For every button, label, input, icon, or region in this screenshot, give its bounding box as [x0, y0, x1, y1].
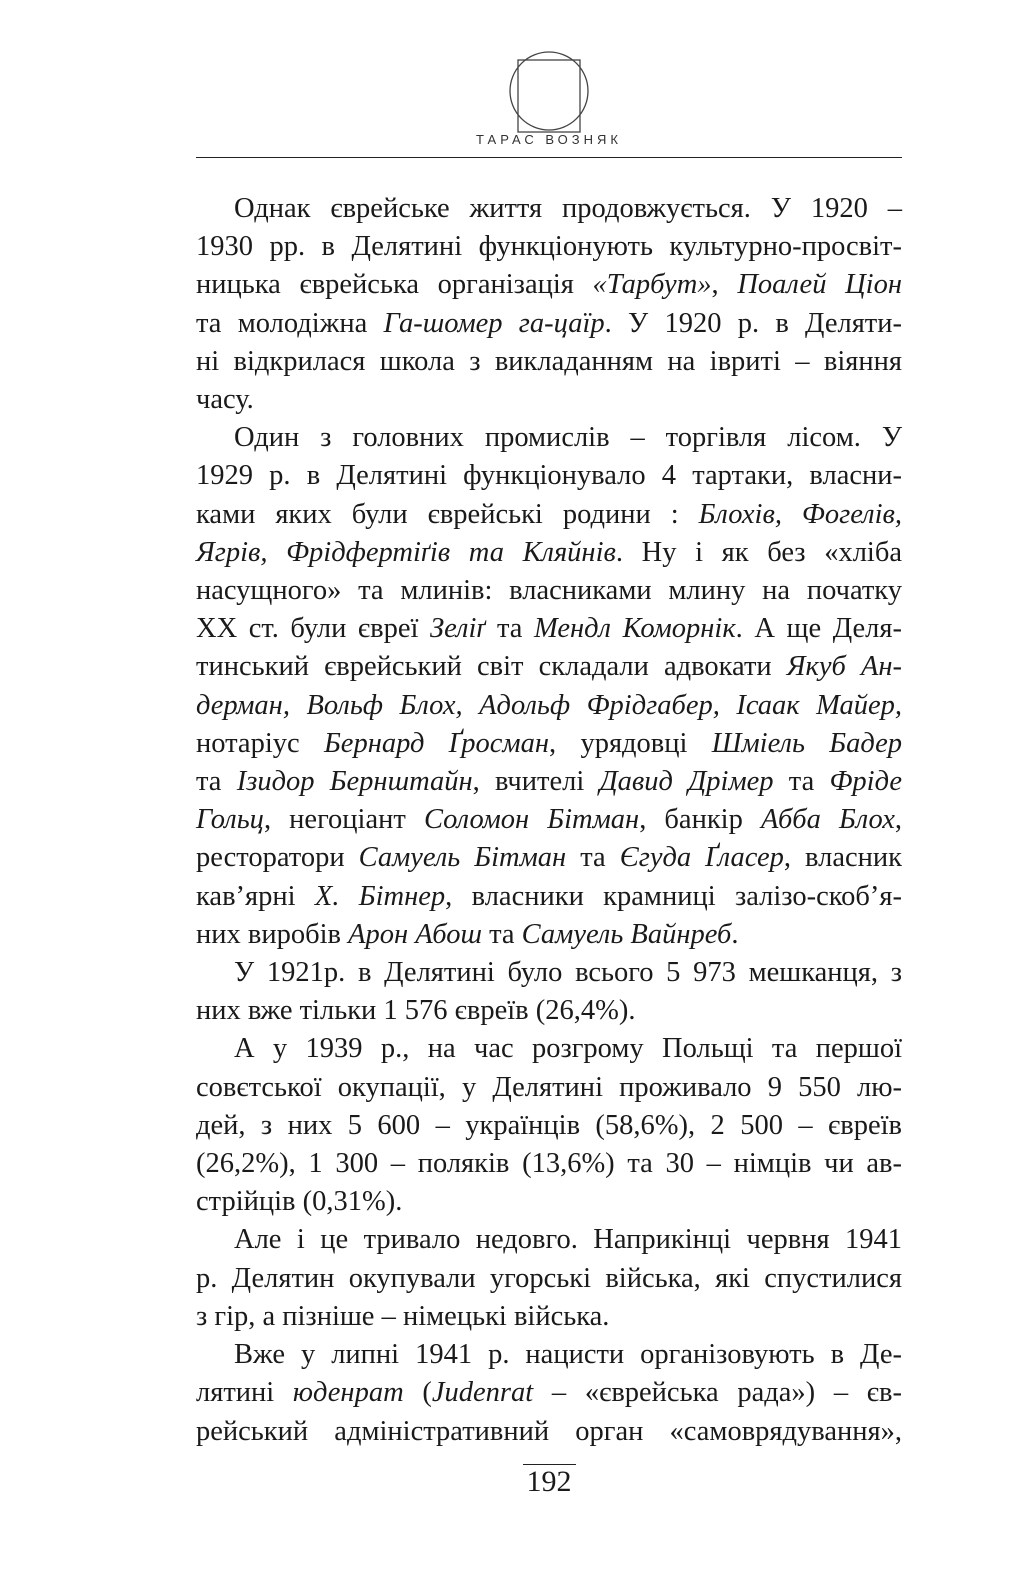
text-run: тинський єврейський світ складали адвокати [196, 651, 787, 683]
text-run: А у 1939 р., на час розгрому Польщі та першої [234, 1033, 902, 1065]
italic-text: Абба Блох [760, 804, 895, 836]
text-run: . А ще Деля- [735, 613, 902, 645]
text-line [196, 610, 902, 648]
text-run: них вже тільки 1 576 євреїв (26,4%). [196, 995, 636, 1027]
text-line [196, 839, 902, 877]
text-run: та [196, 766, 237, 798]
text-run: Вже у липні 1941 р. нацисти організовують в Де- [234, 1339, 902, 1371]
text-run: совєтської окупації, у Делятині проживало 9 550 лю- [196, 1071, 902, 1103]
page-number-value: 192 [523, 1464, 576, 1498]
text-run: та [485, 613, 535, 645]
italic-text: Поалей Ціон [737, 269, 902, 301]
italic-text: Ізидор Бернштайн [236, 766, 473, 798]
italic-text: Бернард Ґросман [323, 727, 549, 759]
text-line [196, 916, 902, 954]
text-line [196, 687, 902, 725]
text-line [196, 1145, 902, 1183]
italic-text: Га-шомер га-цаїр [383, 307, 605, 339]
italic-text: Зеліґ [430, 613, 486, 645]
text-run: та [566, 842, 620, 874]
text-line [196, 763, 902, 801]
circle-square-logo-icon [508, 44, 590, 134]
text-run: р. Делятин окупували угорські війська, які спустилися [196, 1262, 902, 1294]
text-run: (26,2%), 1 300 – поляків (13,6%) та 30 – німців чи ав- [196, 1148, 902, 1180]
text-run: них виробів [196, 918, 349, 950]
text-line [196, 992, 902, 1030]
text-run: , урядовці [548, 727, 712, 759]
text-line [196, 266, 902, 304]
paragraph [196, 190, 902, 419]
italic-text: юденрат [292, 1377, 404, 1409]
text-line [196, 534, 902, 572]
text-run: дей, з них 5 600 – українців (58,6%), 2 500 – євреїв [196, 1109, 902, 1141]
text-run: стрійців (0,31%). [196, 1186, 403, 1218]
body-text [196, 190, 902, 1451]
italic-text: Ягрів, Фрідфертіґів та Кляйнів [196, 536, 616, 568]
text-run: кав’ярні [196, 880, 315, 912]
text-line [196, 1260, 902, 1298]
italic-text: Х. Бітнер [314, 880, 446, 912]
italic-text: Самуель Вайнреб [521, 918, 732, 950]
running-title: ТАРАС ВОЗНЯК [476, 132, 622, 147]
text-line [196, 1030, 902, 1068]
text-run: рейський адміністративний орган «самоврядування», [196, 1415, 902, 1447]
text-run: ресторатори [196, 842, 359, 874]
text-run: , банкір [639, 804, 761, 836]
italic-text: Якуб Ан- [786, 651, 902, 683]
italic-text: Гольц [196, 804, 264, 836]
text-run: Один з головних промислів – торгівля лісом. У [234, 422, 902, 454]
text-line [196, 190, 902, 228]
text-line [196, 1336, 902, 1374]
text-run: У 1921р. в Делятині було всього 5 973 мешканця, з [234, 957, 902, 989]
paragraph [196, 419, 902, 954]
text-run: насущного» та млинів: власниками млину на початку [196, 575, 902, 607]
text-run: ницька єврейська організація [196, 269, 593, 301]
text-line [196, 305, 902, 343]
text-line [196, 1298, 902, 1336]
italic-text: Давид Дрімер [599, 766, 774, 798]
text-run: , [894, 804, 903, 836]
text-run: – «єврейська рада») – єв- [533, 1377, 902, 1409]
italic-text: Блохів, Фогелів, [698, 498, 902, 530]
text-run: та молодіжна [196, 307, 384, 339]
text-run: Але і це тривало недовго. Наприкінці червня 1941 [234, 1224, 902, 1256]
italic-text: «Тарбут» [592, 269, 712, 301]
text-line [196, 1413, 902, 1451]
text-run: , вчителі [472, 766, 600, 798]
header-rule [196, 157, 902, 158]
paragraph [196, 954, 902, 1030]
text-run: нотаріус [196, 727, 324, 759]
paragraph [196, 1030, 902, 1221]
italic-text: Фріде [829, 766, 903, 798]
italic-text: Арон Абош [348, 918, 482, 950]
italic-text: Соломон Бітман [423, 804, 640, 836]
text-line [196, 1374, 902, 1412]
italic-text: дерман, Вольф Блох, Адольф Фрідгабер, Ісаак Майер, [196, 689, 902, 721]
text-run: ХХ ст. були євреї [196, 613, 430, 645]
text-line [196, 1221, 902, 1259]
text-run: 1930 рр. в Делятині функціонують культурно-просвіт- [196, 231, 902, 263]
text-line [196, 1107, 902, 1145]
text-run: та [481, 918, 522, 950]
text-run: , власники крамниці залізо-скоб’я- [445, 880, 902, 912]
text-line [196, 343, 902, 381]
text-run: та [773, 766, 830, 798]
text-run: часу. [196, 384, 254, 416]
text-line [196, 1183, 902, 1221]
page-number [196, 1465, 902, 1499]
paragraph [196, 1336, 902, 1451]
text-run: . Ну і як без «хліба [615, 536, 902, 568]
text-run: з гір, а пізніше – німецькі війська. [196, 1300, 610, 1332]
italic-text: Єгуда Ґласер [619, 842, 784, 874]
text-run: , [711, 269, 738, 301]
text-run: ( [403, 1377, 432, 1409]
text-line [196, 496, 902, 534]
paragraph [196, 1221, 902, 1336]
text-line [196, 954, 902, 992]
text-run: Однак єврейське життя продовжується. У 1920 – [234, 193, 902, 224]
italic-text: Judenrat [431, 1377, 534, 1409]
text-run: . [731, 918, 739, 950]
text-line [196, 1069, 902, 1107]
italic-text: Мендл Коморнік [534, 613, 736, 645]
text-line [196, 572, 902, 610]
text-run: , негоціант [263, 804, 424, 836]
text-line [196, 878, 902, 916]
text-run: 1929 р. в Делятині функціонувало 4 тартаки, власни- [196, 460, 902, 492]
text-line [196, 381, 902, 419]
text-line [196, 419, 902, 457]
text-line [196, 457, 902, 495]
text-run: , власник [783, 842, 902, 874]
italic-text: Шміель Бадер [711, 727, 902, 759]
italic-text: Самуель Бітман [358, 842, 567, 874]
text-run: ні відкрилася школа з викладанням на івриті – віяння [196, 345, 902, 377]
text-line [196, 725, 902, 763]
text-run: ками яких були єврейські родини : [196, 498, 699, 530]
text-line [196, 648, 902, 686]
text-line [196, 801, 902, 839]
text-run: . У 1920 р. в Деляти- [604, 307, 903, 339]
text-line [196, 228, 902, 266]
text-run: лятині [196, 1377, 293, 1409]
